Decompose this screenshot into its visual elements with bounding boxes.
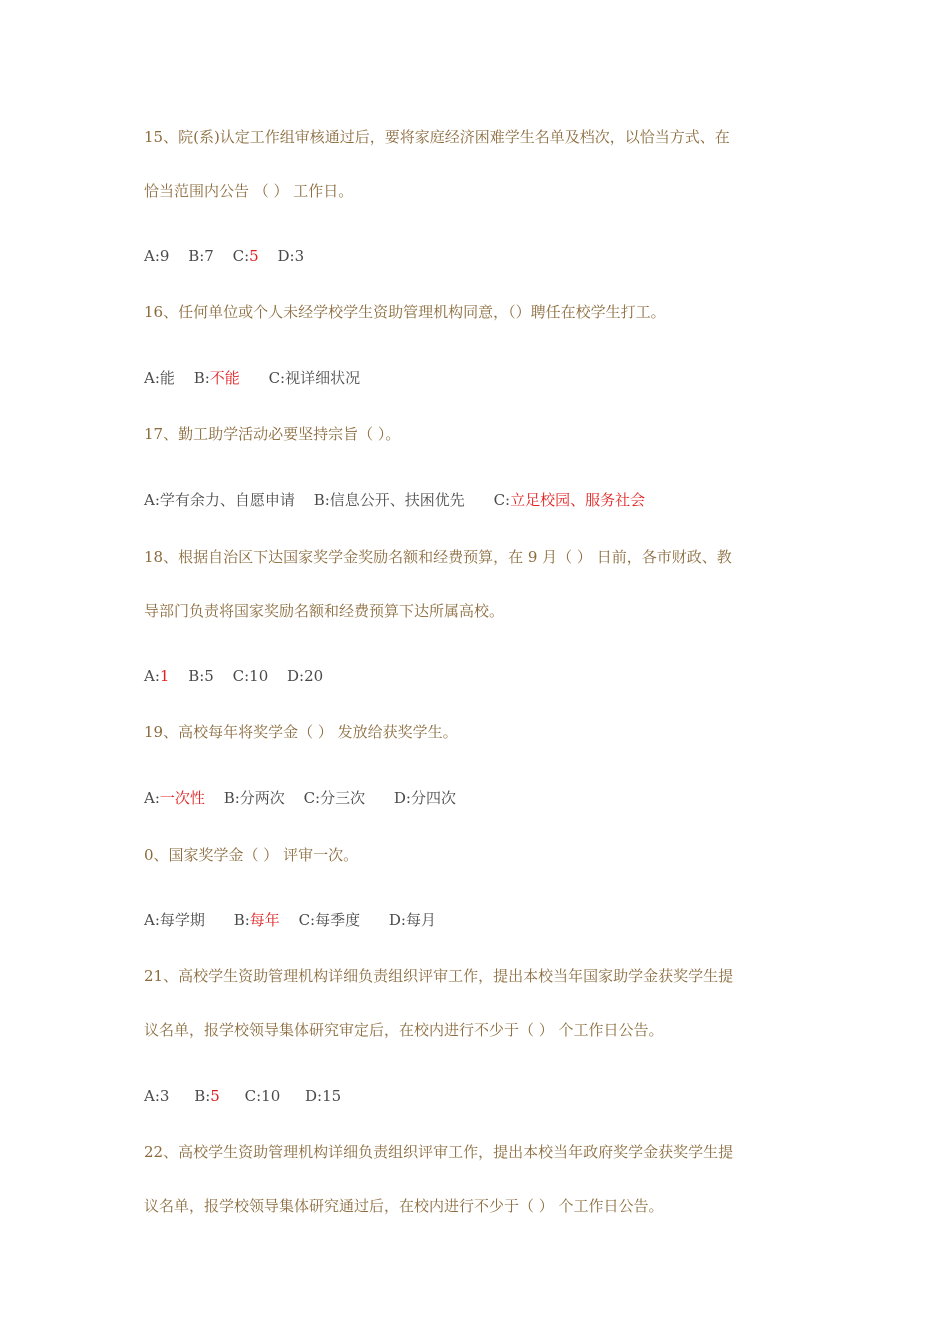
option-b: B:7 xyxy=(188,247,214,265)
option-c: C:每季度 xyxy=(298,911,361,929)
question-21-options xyxy=(144,1086,824,1106)
option-a: A:一次性 xyxy=(144,789,205,807)
option-c: C:5 xyxy=(232,247,259,265)
option-d: D:分四次 xyxy=(393,789,456,807)
question-18-line-1: 18、根据自治区下达国家奖学金奖励名额和经费预算，在 9 月（ ） 日前，各市财政、教 xyxy=(144,548,732,566)
question-18-options xyxy=(144,666,824,686)
option-d: D:每月 xyxy=(388,911,436,929)
correct-answer: 5 xyxy=(210,1087,220,1105)
question-20-options xyxy=(144,910,824,930)
option-b: B:5 xyxy=(188,667,214,685)
option-c: C:10 xyxy=(244,1087,281,1105)
option-a: A:3 xyxy=(144,1087,170,1105)
option-c: C:10 xyxy=(232,667,269,685)
correct-answer: 一次性 xyxy=(159,789,205,807)
correct-answer: 1 xyxy=(159,667,170,685)
question-17-line-1: 17、勤工助学活动必要坚持宗旨（ ）。 xyxy=(144,425,401,443)
option-a: A:每学期 xyxy=(144,911,205,929)
option-c: C:视详细状况 xyxy=(268,369,361,387)
option-d: D:20 xyxy=(287,667,324,685)
question-22-line-1: 22、高校学生资助管理机构详细负责组织评审工作，提出本校当年政府奖学金获奖学生提 xyxy=(144,1143,734,1161)
option-b: B:每年 xyxy=(233,911,280,929)
question-15-line-2: 恰当范围内公告 （ ） 工作日。 xyxy=(144,182,354,200)
correct-answer: 立足校园、服务社会 xyxy=(510,491,646,509)
question-16-options xyxy=(144,368,824,388)
option-b: B:5 xyxy=(194,1087,220,1105)
option-a: A:学有余力、自愿申请 xyxy=(144,491,295,509)
option-c: C:分三次 xyxy=(303,789,366,807)
question-17-options xyxy=(144,490,824,510)
option-b: B:信息公开、扶困优先 xyxy=(313,491,465,509)
option-b: B:分两次 xyxy=(223,789,285,807)
correct-answer: 5 xyxy=(249,247,259,265)
question-19-line-1: 19、高校每年将奖学金（ ） 发放给获奖学生。 xyxy=(144,723,458,741)
question-22-line-2: 议名单，报学校领导集体研究通过后，在校内进行不少于（ ） 个工作日公告。 xyxy=(144,1197,664,1215)
correct-answer: 每年 xyxy=(249,911,280,929)
question-15-line-1: 15、院(系)认定工作组审核通过后，要将家庭经济困难学生名单及档次，以恰当方式、在 xyxy=(144,128,730,146)
question-16-line-1: 16、任何单位或个人未经学校学生资助管理机构同意，（）聘任在校学生打工。 xyxy=(144,303,666,321)
question-15-options xyxy=(144,246,824,266)
question-20-line-1: 0、国家奖学金（ ） 评审一次。 xyxy=(144,846,359,864)
option-a: A:能 xyxy=(144,369,175,387)
question-21-line-1: 21、高校学生资助管理机构详细负责组织评审工作，提出本校当年国家助学金获奖学生提 xyxy=(144,967,734,985)
option-a: A:1 xyxy=(144,667,170,685)
option-b: B:不能 xyxy=(193,369,240,387)
option-d: D:3 xyxy=(277,247,305,265)
option-d: D:15 xyxy=(305,1087,342,1105)
question-18-line-2: 导部门负责将国家奖励名额和经费预算下达所属高校。 xyxy=(144,602,505,620)
question-21-line-2: 议名单，报学校领导集体研究审定后，在校内进行不少于（ ） 个工作日公告。 xyxy=(144,1021,664,1039)
option-a: A:9 xyxy=(144,247,170,265)
correct-answer: 不能 xyxy=(209,369,240,387)
option-c: C:立足校园、服务社会 xyxy=(493,491,646,509)
question-19-options xyxy=(144,788,824,808)
